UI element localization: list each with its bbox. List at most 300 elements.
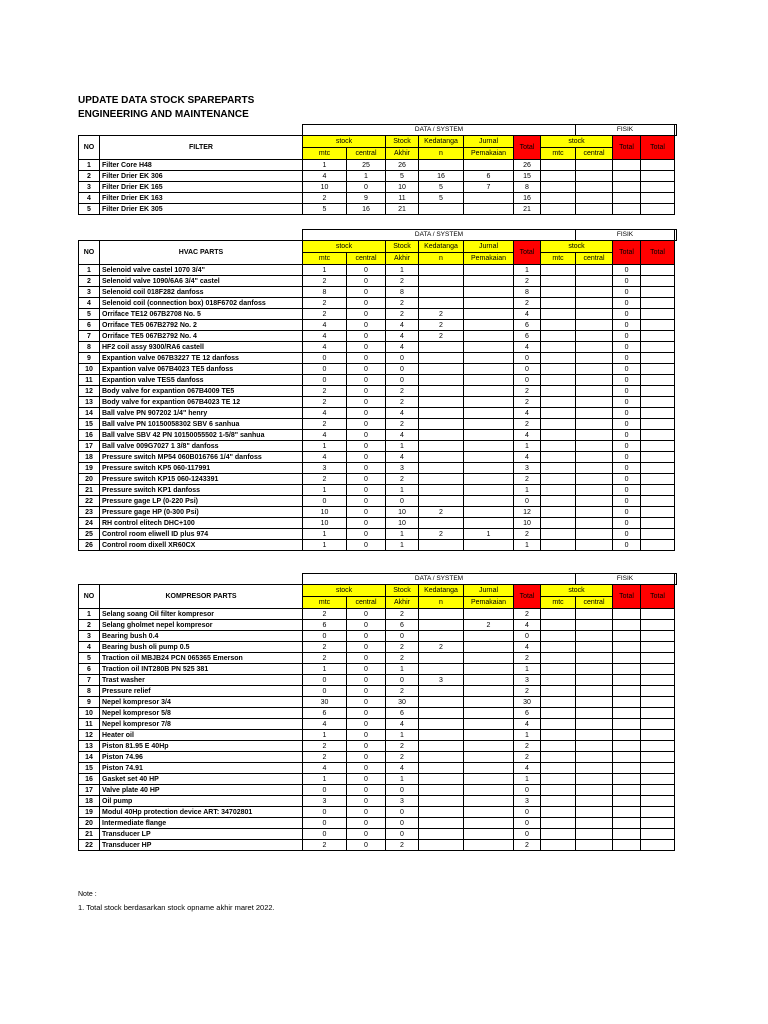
cell-fmtc <box>541 160 576 171</box>
cell-total: 2 <box>514 653 541 664</box>
table-row <box>79 719 677 730</box>
cell-name: RH control elitech DHC+100 <box>100 518 303 529</box>
cell-akhir: 1 <box>386 441 419 452</box>
cell-mtc: 30 <box>303 697 347 708</box>
cell-central: 0 <box>347 796 386 807</box>
cell-total: 30 <box>514 697 541 708</box>
cell-fcentral <box>576 774 613 785</box>
cell-jurnal <box>464 675 514 686</box>
header-central: central <box>347 597 386 609</box>
header-jurnal: Jurnal <box>464 241 514 253</box>
cell-name: Pressure switch KP5 060-117991 <box>100 463 303 474</box>
cell-ked <box>419 287 464 298</box>
cell-jurnal <box>464 298 514 309</box>
cell-ked <box>419 730 464 741</box>
cell-central: 0 <box>347 342 386 353</box>
cell-fmtc <box>541 430 576 441</box>
cell-fcentral <box>576 686 613 697</box>
cell-ftotal <box>613 171 641 182</box>
cell-central: 0 <box>347 496 386 507</box>
cell-selisih <box>641 265 675 276</box>
cell-name: Trast washer <box>100 675 303 686</box>
table-row <box>79 796 677 807</box>
cell-central: 0 <box>347 664 386 675</box>
table-row <box>79 204 677 215</box>
cell-name: Nepel kompresor 7/8 <box>100 719 303 730</box>
cell-fmtc <box>541 708 576 719</box>
cell-jurnal <box>464 540 514 551</box>
cell-total: 1 <box>514 730 541 741</box>
cell-jurnal <box>464 741 514 752</box>
cell-central: 0 <box>347 675 386 686</box>
header-jurnal: Jurnal <box>464 585 514 597</box>
table-row <box>79 397 677 408</box>
cell-ked <box>419 419 464 430</box>
cell-name: Body valve for expantion 067B4023 TE 12 <box>100 397 303 408</box>
cell-ked <box>419 430 464 441</box>
table-row <box>79 507 677 518</box>
cell-ked <box>419 774 464 785</box>
cell-akhir: 0 <box>386 818 419 829</box>
cell-fmtc <box>541 463 576 474</box>
header-kedatangan-2: n <box>419 148 464 160</box>
cell-akhir: 4 <box>386 331 419 342</box>
header-kedatangan-2: n <box>419 253 464 265</box>
header-kedatangan-2: n <box>419 597 464 609</box>
cell-name: Ball valve PN 907202 1/4" henry <box>100 408 303 419</box>
cell-ftotal <box>613 785 641 796</box>
cell-total: 0 <box>514 375 541 386</box>
cell-no: 22 <box>79 496 100 507</box>
cell-mtc: 8 <box>303 287 347 298</box>
cell-no: 12 <box>79 386 100 397</box>
cell-jurnal <box>464 441 514 452</box>
cell-ftotal <box>613 840 641 851</box>
cell-ked: 2 <box>419 642 464 653</box>
cell-fmtc <box>541 309 576 320</box>
cell-fcentral <box>576 386 613 397</box>
cell-selisih <box>641 697 675 708</box>
cell-no: 1 <box>79 265 100 276</box>
cell-no: 17 <box>79 441 100 452</box>
cell-central: 0 <box>347 474 386 485</box>
cell-ked <box>419 408 464 419</box>
cell-central: 0 <box>347 331 386 342</box>
cell-jurnal <box>464 507 514 518</box>
cell-jurnal <box>464 320 514 331</box>
header-data-system: DATA / SYSTEM <box>303 574 576 585</box>
cell-name: Pressure switch KP15 060-1243391 <box>100 474 303 485</box>
cell-akhir: 2 <box>386 840 419 851</box>
cell-ftotal: 0 <box>613 364 641 375</box>
cell-selisih <box>641 529 675 540</box>
cell-selisih <box>641 807 675 818</box>
cell-no: 4 <box>79 193 100 204</box>
cell-jurnal <box>464 375 514 386</box>
page-subtitle: ENGINEERING AND MAINTENANCE <box>78 109 249 120</box>
cell-mtc: 1 <box>303 664 347 675</box>
cell-jurnal <box>464 609 514 620</box>
cell-fmtc <box>541 840 576 851</box>
cell-total: 16 <box>514 193 541 204</box>
cell-mtc: 2 <box>303 474 347 485</box>
cell-ftotal <box>613 708 641 719</box>
cell-name: Selenoid valve castel 1070 3/4" <box>100 265 303 276</box>
cell-ftotal: 0 <box>613 518 641 529</box>
table-row <box>79 331 677 342</box>
header-spacer <box>79 574 303 585</box>
cell-akhir: 4 <box>386 452 419 463</box>
cell-name: Piston 81.95 E 40Hp <box>100 741 303 752</box>
cell-name: Pressure gage HP (0-300 Psi) <box>100 507 303 518</box>
cell-ftotal: 0 <box>613 452 641 463</box>
cell-selisih <box>641 752 675 763</box>
cell-ked <box>419 609 464 620</box>
cell-jurnal <box>464 785 514 796</box>
table-row <box>79 287 677 298</box>
cell-fmtc <box>541 507 576 518</box>
header-section-name: KOMPRESOR PARTS <box>100 585 303 609</box>
header-fisik-total: Total <box>613 241 641 265</box>
cell-jurnal <box>464 474 514 485</box>
cell-total: 4 <box>514 763 541 774</box>
cell-fmtc <box>541 529 576 540</box>
cell-mtc: 4 <box>303 342 347 353</box>
cell-ked <box>419 631 464 642</box>
table-row <box>79 818 677 829</box>
cell-no: 13 <box>79 741 100 752</box>
table-row <box>79 730 677 741</box>
cell-ked <box>419 375 464 386</box>
cell-central: 0 <box>347 518 386 529</box>
cell-jurnal <box>464 452 514 463</box>
cell-jurnal <box>464 309 514 320</box>
cell-mtc: 0 <box>303 375 347 386</box>
cell-fmtc <box>541 686 576 697</box>
cell-fcentral <box>576 309 613 320</box>
cell-total: 0 <box>514 785 541 796</box>
cell-selisih <box>641 408 675 419</box>
cell-name: Traction oil INT280B PN 525 381 <box>100 664 303 675</box>
cell-mtc: 0 <box>303 686 347 697</box>
table-row <box>79 182 677 193</box>
cell-fmtc <box>541 796 576 807</box>
cell-fmtc <box>541 631 576 642</box>
cell-ftotal: 0 <box>613 309 641 320</box>
cell-mtc: 4 <box>303 408 347 419</box>
cell-selisih <box>641 397 675 408</box>
cell-ftotal: 0 <box>613 529 641 540</box>
note-label: Note : <box>78 891 97 898</box>
cell-total: 0 <box>514 807 541 818</box>
cell-central: 0 <box>347 818 386 829</box>
cell-selisih <box>641 609 675 620</box>
cell-mtc: 0 <box>303 807 347 818</box>
cell-jurnal <box>464 485 514 496</box>
cell-selisih <box>641 719 675 730</box>
header-fisik-central: central <box>576 253 613 265</box>
table-row <box>79 752 677 763</box>
cell-central: 0 <box>347 719 386 730</box>
cell-name: Piston 74.96 <box>100 752 303 763</box>
cell-fcentral <box>576 829 613 840</box>
cell-fmtc <box>541 829 576 840</box>
cell-jurnal <box>464 653 514 664</box>
cell-ftotal <box>613 664 641 675</box>
cell-total: 4 <box>514 642 541 653</box>
cell-fmtc <box>541 397 576 408</box>
cell-no: 6 <box>79 664 100 675</box>
table-row <box>79 386 677 397</box>
table-row <box>79 298 677 309</box>
cell-ked <box>419 463 464 474</box>
cell-name: Transducer LP <box>100 829 303 840</box>
cell-no: 11 <box>79 719 100 730</box>
cell-mtc: 3 <box>303 463 347 474</box>
cell-ftotal <box>613 752 641 763</box>
cell-central: 0 <box>347 419 386 430</box>
header-stock-akhir-2: Akhir <box>386 597 419 609</box>
cell-central: 0 <box>347 375 386 386</box>
cell-ftotal <box>613 697 641 708</box>
cell-mtc: 2 <box>303 419 347 430</box>
cell-no: 5 <box>79 309 100 320</box>
cell-selisih <box>641 441 675 452</box>
cell-fcentral <box>576 752 613 763</box>
cell-ked <box>419 664 464 675</box>
cell-fcentral <box>576 675 613 686</box>
cell-fmtc <box>541 496 576 507</box>
cell-fmtc <box>541 193 576 204</box>
cell-central: 0 <box>347 686 386 697</box>
cell-fcentral <box>576 818 613 829</box>
cell-selisih <box>641 631 675 642</box>
cell-jurnal <box>464 686 514 697</box>
cell-ftotal: 0 <box>613 441 641 452</box>
cell-selisih <box>641 204 675 215</box>
cell-selisih <box>641 485 675 496</box>
cell-selisih <box>641 353 675 364</box>
table-row <box>79 160 677 171</box>
table-row <box>79 840 677 851</box>
cell-mtc: 2 <box>303 642 347 653</box>
cell-fmtc <box>541 171 576 182</box>
cell-jurnal <box>464 496 514 507</box>
stock-table <box>78 229 677 551</box>
cell-name: Modul 40Hp protection device ART: 34702801 <box>100 807 303 818</box>
cell-fcentral <box>576 529 613 540</box>
cell-ftotal <box>613 686 641 697</box>
cell-central: 9 <box>347 193 386 204</box>
cell-jurnal <box>464 730 514 741</box>
cell-akhir: 21 <box>386 204 419 215</box>
header-data-system: DATA / SYSTEM <box>303 230 576 241</box>
cell-total: 0 <box>514 818 541 829</box>
cell-ftotal <box>613 160 641 171</box>
header-fisik: FISIK <box>576 574 675 585</box>
note-text: 1. Total stock berdasarkan stock opname akhir maret 2022. <box>78 903 275 912</box>
header-fisik-mtc: mtc <box>541 597 576 609</box>
cell-akhir: 6 <box>386 620 419 631</box>
cell-total: 1 <box>514 265 541 276</box>
cell-central: 0 <box>347 298 386 309</box>
cell-akhir: 3 <box>386 796 419 807</box>
cell-mtc: 0 <box>303 353 347 364</box>
cell-akhir: 1 <box>386 730 419 741</box>
cell-selisih <box>641 675 675 686</box>
cell-akhir: 4 <box>386 320 419 331</box>
cell-selisih <box>641 375 675 386</box>
header-fisik-central: central <box>576 148 613 160</box>
cell-ftotal <box>613 730 641 741</box>
table-row <box>79 474 677 485</box>
cell-jurnal <box>464 353 514 364</box>
table-row <box>79 631 677 642</box>
stock-table <box>78 124 677 215</box>
cell-no: 9 <box>79 697 100 708</box>
cell-mtc: 4 <box>303 763 347 774</box>
cell-fcentral <box>576 331 613 342</box>
cell-jurnal <box>464 364 514 375</box>
cell-central: 25 <box>347 160 386 171</box>
stock-table <box>78 573 677 851</box>
cell-total: 2 <box>514 419 541 430</box>
cell-jurnal <box>464 331 514 342</box>
cell-no: 10 <box>79 708 100 719</box>
cell-akhir: 4 <box>386 342 419 353</box>
cell-selisih <box>641 518 675 529</box>
cell-mtc: 5 <box>303 204 347 215</box>
cell-total: 1 <box>514 540 541 551</box>
cell-ked <box>419 441 464 452</box>
cell-total: 12 <box>514 507 541 518</box>
cell-jurnal <box>464 697 514 708</box>
cell-total: 4 <box>514 430 541 441</box>
cell-akhir: 0 <box>386 496 419 507</box>
cell-name: Nepel kompresor 5/8 <box>100 708 303 719</box>
cell-ked <box>419 708 464 719</box>
cell-ftotal <box>613 642 641 653</box>
cell-ked <box>419 485 464 496</box>
cell-total: 0 <box>514 364 541 375</box>
table-row <box>79 785 677 796</box>
cell-fcentral <box>576 353 613 364</box>
cell-ked: 2 <box>419 507 464 518</box>
cell-mtc: 2 <box>303 386 347 397</box>
cell-no: 17 <box>79 785 100 796</box>
cell-ked <box>419 807 464 818</box>
cell-no: 8 <box>79 342 100 353</box>
cell-akhir: 2 <box>386 386 419 397</box>
cell-central: 0 <box>347 364 386 375</box>
cell-ked <box>419 741 464 752</box>
cell-jurnal <box>464 664 514 675</box>
header-selisih <box>675 574 677 585</box>
cell-fmtc <box>541 774 576 785</box>
cell-total: 4 <box>514 620 541 631</box>
cell-ked <box>419 496 464 507</box>
cell-fcentral <box>576 485 613 496</box>
cell-selisih <box>641 160 675 171</box>
cell-fmtc <box>541 408 576 419</box>
cell-mtc: 1 <box>303 730 347 741</box>
cell-ked <box>419 719 464 730</box>
table-row <box>79 193 677 204</box>
cell-total: 2 <box>514 840 541 851</box>
cell-no: 7 <box>79 331 100 342</box>
cell-name: Bearing bush 0.4 <box>100 631 303 642</box>
cell-mtc: 0 <box>303 829 347 840</box>
cell-ftotal: 0 <box>613 320 641 331</box>
cell-fcentral <box>576 796 613 807</box>
cell-akhir: 0 <box>386 631 419 642</box>
cell-selisih <box>641 364 675 375</box>
table-row <box>79 609 677 620</box>
cell-central: 0 <box>347 182 386 193</box>
cell-ked <box>419 386 464 397</box>
cell-central: 0 <box>347 463 386 474</box>
cell-jurnal: 6 <box>464 171 514 182</box>
cell-selisih <box>641 653 675 664</box>
cell-jurnal <box>464 829 514 840</box>
cell-selisih <box>641 386 675 397</box>
cell-central: 0 <box>347 741 386 752</box>
cell-fcentral <box>576 287 613 298</box>
cell-no: 12 <box>79 730 100 741</box>
header-fisik-central: central <box>576 597 613 609</box>
table-row <box>79 320 677 331</box>
cell-name: Selenoid coil 018F282 danfoss <box>100 287 303 298</box>
cell-fmtc <box>541 331 576 342</box>
cell-name: Gasket set 40 HP <box>100 774 303 785</box>
cell-total: 1 <box>514 485 541 496</box>
cell-fcentral <box>576 419 613 430</box>
cell-central: 0 <box>347 807 386 818</box>
cell-fmtc <box>541 730 576 741</box>
header-mtc: mtc <box>303 253 347 265</box>
cell-ftotal <box>613 204 641 215</box>
cell-jurnal <box>464 276 514 287</box>
cell-central: 0 <box>347 620 386 631</box>
cell-name: Orriface TE5 067B2792 No. 4 <box>100 331 303 342</box>
cell-ked <box>419 204 464 215</box>
header-fisik-total: Total <box>613 585 641 609</box>
header-stock: stock <box>303 585 386 597</box>
cell-central: 0 <box>347 309 386 320</box>
cell-name: Heater oil <box>100 730 303 741</box>
cell-no: 4 <box>79 298 100 309</box>
header-fisik-total: Total <box>613 136 641 160</box>
cell-akhir: 2 <box>386 752 419 763</box>
table-row <box>79 265 677 276</box>
cell-fmtc <box>541 375 576 386</box>
cell-jurnal <box>464 204 514 215</box>
cell-fcentral <box>576 452 613 463</box>
cell-central: 0 <box>347 397 386 408</box>
header-selisih-total: Total <box>641 136 675 160</box>
document-header <box>78 94 254 122</box>
cell-name: Pressure gage LP (0-220 Psi) <box>100 496 303 507</box>
cell-akhir: 2 <box>386 276 419 287</box>
cell-mtc: 2 <box>303 397 347 408</box>
cell-fcentral <box>576 298 613 309</box>
cell-ked: 2 <box>419 320 464 331</box>
cell-fcentral <box>576 540 613 551</box>
cell-fcentral <box>576 204 613 215</box>
table-row <box>79 171 677 182</box>
cell-fmtc <box>541 182 576 193</box>
cell-name: Piston 74.91 <box>100 763 303 774</box>
